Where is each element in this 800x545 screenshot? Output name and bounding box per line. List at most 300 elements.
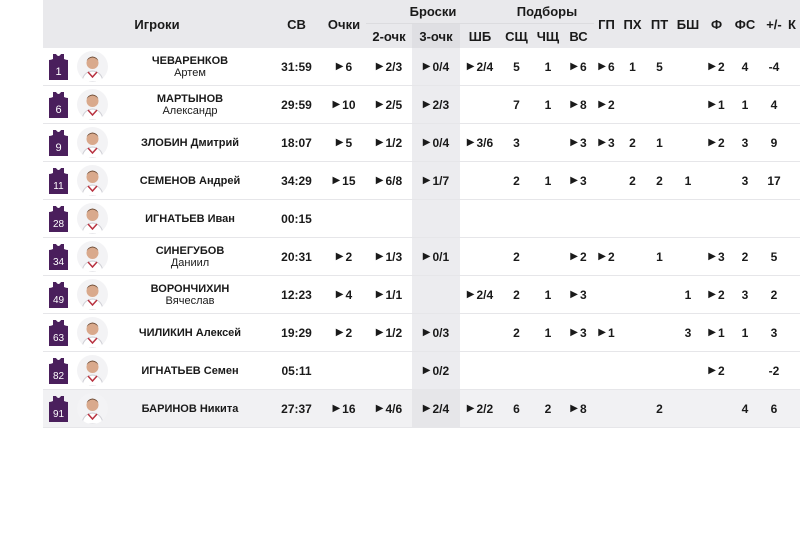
player-avatar[interactable] [77, 89, 108, 120]
tot-reb-cell [563, 200, 594, 237]
play-icon[interactable]: ▶ [422, 99, 431, 110]
two-pt-cell[interactable] [366, 276, 412, 313]
fouls-cell [703, 200, 730, 237]
blocks-cell [673, 162, 703, 199]
assists-cell [594, 162, 619, 199]
play-icon[interactable]: ▶ [375, 289, 384, 300]
stat-value: 2 [718, 363, 725, 378]
stat-value: 2 [629, 173, 636, 188]
steals-cell [646, 314, 673, 351]
player-avatar[interactable] [77, 393, 108, 424]
def-reb-cell [500, 314, 533, 351]
plus-minus-cell [760, 238, 788, 275]
play-icon[interactable]: ▶ [708, 137, 716, 148]
stat-value: 2/4 [476, 59, 494, 74]
off-reb-cell [533, 86, 563, 123]
ft-cell [460, 314, 500, 351]
stat-value: 18:07 [281, 135, 312, 150]
header-plus-minus[interactable]: +/- [760, 0, 788, 48]
fouls-cell[interactable] [703, 238, 730, 275]
jersey-icon [49, 130, 68, 156]
player-name[interactable] [111, 352, 269, 389]
plus-minus-cell [760, 314, 788, 351]
turnovers-cell [619, 48, 646, 85]
three-pt-cell [412, 200, 460, 237]
table-row[interactable] [43, 48, 800, 86]
time-cell [271, 200, 322, 237]
player-name[interactable] [111, 124, 269, 161]
player-first-name: Вячеслав [165, 294, 215, 307]
ft-cell[interactable] [460, 390, 500, 427]
def-reb-cell [500, 276, 533, 313]
two-pt-cell[interactable] [366, 238, 412, 275]
header-fouls-drawn[interactable]: ФС [730, 0, 760, 48]
stat-value: 0/3 [432, 325, 450, 340]
jersey-icon [49, 206, 68, 232]
stat-value: 1 [656, 135, 663, 150]
fouls-cell[interactable] [703, 86, 730, 123]
points-cell [322, 352, 366, 389]
stat-value: 2 [608, 97, 615, 112]
stat-value: 19:29 [281, 325, 312, 340]
assists-cell [594, 200, 619, 237]
assists-cell[interactable] [594, 48, 619, 85]
header-ft[interactable]: ШБ [460, 24, 500, 48]
jersey-icon [49, 244, 68, 270]
stat-value: 3 [580, 325, 587, 340]
play-icon[interactable]: ▶ [422, 365, 431, 376]
player-last-name: ИГНАТЬЕВ Иван [145, 212, 235, 225]
two-pt-cell[interactable] [366, 314, 412, 351]
stat-value: 4 [741, 401, 749, 416]
jersey-number: 9 [55, 142, 62, 154]
three-pt-cell[interactable] [412, 314, 460, 351]
stat-value: 1/2 [385, 325, 403, 340]
stat-value: 5 [513, 59, 520, 74]
play-icon[interactable]: ▶ [598, 327, 606, 338]
header-time[interactable]: СВ [271, 0, 322, 48]
blocks-cell [673, 48, 703, 85]
header-off-reb[interactable]: ЧЩ [533, 24, 563, 48]
def-reb-cell [500, 238, 533, 275]
header-rebounds-group: Подборы [500, 0, 594, 24]
stat-value: 6/8 [385, 173, 403, 188]
jersey-number: 49 [52, 295, 65, 306]
stat-value: 1/7 [432, 173, 450, 188]
play-icon[interactable]: ▶ [570, 137, 578, 148]
turnovers-cell [619, 276, 646, 313]
points-cell [322, 200, 366, 237]
stat-value: 7 [513, 97, 520, 112]
play-icon[interactable]: ▶ [570, 289, 578, 300]
play-icon[interactable]: ▶ [598, 99, 606, 110]
stat-value: 1 [544, 97, 552, 112]
play-icon[interactable]: ▶ [335, 327, 344, 338]
header-steals[interactable]: ПТ [646, 0, 673, 48]
stat-value: 0/2 [432, 363, 450, 378]
stat-value: 2 [770, 287, 778, 302]
tot-reb-cell[interactable] [563, 276, 594, 313]
stat-value: 31:59 [281, 59, 312, 74]
play-icon[interactable]: ▶ [598, 137, 606, 148]
player-avatar[interactable] [77, 317, 108, 348]
def-reb-cell [500, 124, 533, 161]
jersey-icon [49, 396, 68, 422]
stat-value: 1 [544, 287, 552, 302]
player-first-name: Даниил [170, 256, 210, 269]
def-reb-cell [500, 200, 533, 237]
two-pt-cell[interactable] [366, 162, 412, 199]
stat-value: -2 [768, 363, 780, 378]
stat-value: 27:37 [281, 401, 312, 416]
fouls-cell[interactable] [703, 276, 730, 313]
stat-value: 4/6 [385, 401, 403, 416]
ft-cell[interactable] [460, 124, 500, 161]
play-icon[interactable]: ▶ [466, 289, 475, 300]
stat-value: 2 [513, 325, 520, 340]
plus-minus-cell [760, 48, 788, 85]
ft-cell[interactable] [460, 276, 500, 313]
turnovers-cell [619, 200, 646, 237]
header-def-reb[interactable]: СЩ [500, 24, 533, 48]
jersey-number: 34 [52, 257, 65, 268]
tot-reb-cell [563, 352, 594, 389]
stat-value: 2 [513, 173, 520, 188]
header-blocks[interactable]: БШ [673, 0, 703, 48]
player-name[interactable] [111, 314, 269, 351]
stat-value: 0/1 [432, 249, 450, 264]
player-avatar[interactable] [77, 165, 108, 196]
stat-value: 1 [544, 173, 552, 188]
points-cell[interactable] [322, 162, 366, 199]
stat-value: 1/1 [385, 287, 403, 302]
fouls-cell[interactable] [703, 352, 730, 389]
play-icon[interactable]: ▶ [422, 137, 431, 148]
plus-minus-cell [760, 124, 788, 161]
fouls-drawn-cell [730, 48, 760, 85]
stat-value: 3 [580, 135, 587, 150]
fouls-cell [703, 162, 730, 199]
play-icon[interactable]: ▶ [375, 251, 384, 262]
off-reb-cell [533, 352, 563, 389]
jersey-icon [49, 92, 68, 118]
def-reb-cell [500, 352, 533, 389]
play-icon[interactable]: ▶ [422, 175, 431, 186]
stat-value: 3 [718, 249, 725, 264]
stat-value: 1 [608, 325, 615, 340]
player-name[interactable] [111, 162, 269, 199]
points-cell[interactable] [322, 390, 366, 427]
table-row[interactable] [43, 200, 800, 238]
fouls-cell [703, 390, 730, 427]
two-pt-cell[interactable] [366, 124, 412, 161]
def-reb-cell [500, 86, 533, 123]
stat-value: 2 [345, 249, 353, 264]
play-icon[interactable]: ▶ [332, 99, 341, 110]
assists-cell[interactable] [594, 124, 619, 161]
play-icon[interactable]: ▶ [422, 403, 431, 414]
stat-value: 6 [580, 59, 587, 74]
stat-value: 2/4 [432, 401, 450, 416]
tot-reb-cell[interactable] [563, 390, 594, 427]
off-reb-cell [533, 390, 563, 427]
turnovers-cell [619, 314, 646, 351]
player-name[interactable] [111, 390, 269, 427]
def-reb-cell [500, 162, 533, 199]
jersey-number: 1 [55, 66, 62, 78]
player-avatar[interactable] [77, 355, 108, 386]
blocks-cell [673, 200, 703, 237]
stat-value: 1/3 [385, 249, 403, 264]
two-pt-cell[interactable] [366, 390, 412, 427]
three-pt-cell[interactable] [412, 390, 460, 427]
play-icon[interactable]: ▶ [335, 61, 344, 72]
points-cell[interactable] [322, 276, 366, 313]
off-reb-cell [533, 162, 563, 199]
stat-value: 2 [629, 135, 636, 150]
player-name[interactable] [111, 276, 269, 313]
player-avatar[interactable] [77, 127, 108, 158]
assists-cell[interactable] [594, 314, 619, 351]
table-row[interactable] [43, 352, 800, 390]
points-cell[interactable] [322, 86, 366, 123]
player-avatar[interactable] [77, 203, 108, 234]
play-icon[interactable]: ▶ [708, 289, 716, 300]
play-icon[interactable]: ▶ [422, 251, 431, 262]
play-icon[interactable]: ▶ [466, 403, 475, 414]
stat-value: 2 [718, 135, 725, 150]
play-icon[interactable]: ▶ [570, 251, 578, 262]
tot-reb-cell[interactable] [563, 86, 594, 123]
blocks-cell [673, 352, 703, 389]
play-icon[interactable]: ▶ [332, 403, 341, 414]
stat-value: 0/4 [432, 135, 450, 150]
table-row[interactable] [43, 162, 800, 200]
plus-minus-cell [760, 86, 788, 123]
play-icon[interactable]: ▶ [375, 327, 384, 338]
off-reb-cell [533, 314, 563, 351]
points-cell[interactable] [322, 124, 366, 161]
three-pt-cell[interactable] [412, 48, 460, 85]
play-icon[interactable]: ▶ [570, 175, 578, 186]
stat-value: 0/4 [432, 59, 450, 74]
tot-reb-cell[interactable] [563, 124, 594, 161]
fouls-drawn-cell [730, 86, 760, 123]
header-three-pt[interactable]: 3-очк [412, 24, 460, 48]
stat-value: 2 [741, 249, 749, 264]
header-players[interactable]: Игроки [43, 0, 271, 48]
tot-reb-cell[interactable] [563, 238, 594, 275]
table-row[interactable] [43, 390, 800, 428]
blocks-cell [673, 238, 703, 275]
blocks-cell [673, 390, 703, 427]
play-icon[interactable]: ▶ [375, 175, 384, 186]
player-avatar[interactable] [77, 241, 108, 272]
fouls-drawn-cell [730, 276, 760, 313]
plus-minus-cell [760, 390, 788, 427]
header-tot-reb[interactable]: ВС [563, 24, 594, 48]
time-cell [271, 352, 322, 389]
play-icon[interactable]: ▶ [570, 327, 578, 338]
stat-value: 6 [345, 59, 353, 74]
play-icon[interactable]: ▶ [598, 61, 606, 72]
stat-value: 3 [684, 325, 692, 340]
fouls-cell[interactable] [703, 124, 730, 161]
stat-value: 34:29 [281, 173, 312, 188]
play-icon[interactable]: ▶ [375, 99, 384, 110]
turnovers-cell [619, 162, 646, 199]
jersey-number: 11 [53, 181, 64, 192]
play-icon[interactable]: ▶ [375, 403, 384, 414]
assists-cell[interactable] [594, 86, 619, 123]
stat-value: 5 [345, 135, 353, 150]
play-icon[interactable]: ▶ [570, 99, 578, 110]
fouls-cell[interactable] [703, 48, 730, 85]
plus-minus-cell [760, 162, 788, 199]
stat-value: 5 [770, 249, 778, 264]
ft-cell [460, 162, 500, 199]
two-pt-cell [366, 200, 412, 237]
player-avatar[interactable] [77, 279, 108, 310]
plus-minus-cell [760, 352, 788, 389]
player-name[interactable] [111, 238, 269, 275]
stat-value: 3 [741, 173, 749, 188]
stat-value: 2/3 [385, 59, 403, 74]
tot-reb-cell[interactable] [563, 314, 594, 351]
table-row[interactable] [43, 314, 800, 352]
jersey-icon [49, 282, 68, 308]
player-name[interactable] [111, 200, 269, 237]
assists-cell [594, 276, 619, 313]
stat-value: 1 [718, 325, 725, 340]
turnovers-cell [619, 390, 646, 427]
off-reb-cell [533, 124, 563, 161]
play-icon[interactable]: ▶ [708, 61, 716, 72]
three-pt-cell[interactable] [412, 86, 460, 123]
stat-value: 3 [741, 135, 749, 150]
time-cell [271, 238, 322, 275]
table-row[interactable] [43, 86, 800, 124]
stat-value: 12:23 [281, 287, 312, 302]
def-reb-cell [500, 390, 533, 427]
stat-value: 1 [741, 325, 749, 340]
player-last-name: ЗЛОБИН Дмитрий [140, 136, 240, 149]
play-icon[interactable]: ▶ [335, 251, 344, 262]
three-pt-cell [412, 276, 460, 313]
fouls-drawn-cell [730, 238, 760, 275]
player-avatar[interactable] [77, 51, 108, 82]
off-reb-cell [533, 200, 563, 237]
play-icon[interactable]: ▶ [466, 61, 475, 72]
player-last-name: СЕМЕНОВ Андрей [139, 174, 241, 187]
time-cell [271, 162, 322, 199]
jersey-number: 63 [52, 333, 65, 344]
time-cell [271, 276, 322, 313]
tot-reb-cell[interactable] [563, 162, 594, 199]
stat-value: 1 [544, 59, 552, 74]
two-pt-cell[interactable] [366, 48, 412, 85]
jersey-number: 28 [52, 219, 65, 230]
play-icon[interactable]: ▶ [375, 137, 384, 148]
ft-cell[interactable] [460, 48, 500, 85]
blocks-cell [673, 124, 703, 161]
three-pt-cell[interactable] [412, 352, 460, 389]
play-icon[interactable]: ▶ [598, 251, 606, 262]
turnovers-cell [619, 124, 646, 161]
play-icon[interactable]: ▶ [708, 327, 716, 338]
points-cell[interactable] [322, 238, 366, 275]
stat-value: 1 [629, 59, 636, 74]
stat-value: 1 [741, 97, 749, 112]
steals-cell [646, 162, 673, 199]
play-icon[interactable]: ▶ [335, 289, 344, 300]
three-pt-cell[interactable] [412, 238, 460, 275]
play-icon[interactable]: ▶ [422, 327, 431, 338]
stat-value: 2 [718, 287, 725, 302]
two-pt-cell[interactable] [366, 86, 412, 123]
blocks-cell [673, 86, 703, 123]
points-cell[interactable] [322, 314, 366, 351]
three-pt-cell[interactable] [412, 162, 460, 199]
play-icon[interactable]: ▶ [422, 61, 431, 72]
header-shots-group: Броски [366, 0, 500, 24]
stat-value: 1 [718, 97, 725, 112]
play-icon[interactable]: ▶ [332, 175, 341, 186]
header-points[interactable]: Очки [322, 0, 366, 48]
play-icon[interactable]: ▶ [570, 403, 578, 414]
header-assists[interactable]: ГП [594, 0, 619, 48]
assists-cell[interactable] [594, 238, 619, 275]
header-turnovers[interactable]: ПХ [619, 0, 646, 48]
table-row[interactable] [43, 276, 800, 314]
table-row[interactable] [43, 124, 800, 162]
player-name[interactable] [111, 86, 269, 123]
plus-minus-cell [760, 276, 788, 313]
three-pt-cell[interactable] [412, 124, 460, 161]
stat-value: 6 [608, 59, 615, 74]
fouls-drawn-cell [730, 390, 760, 427]
time-cell [271, 124, 322, 161]
table-row[interactable] [43, 238, 800, 276]
play-icon[interactable]: ▶ [570, 61, 578, 72]
stat-value: 3/6 [476, 135, 494, 150]
steals-cell [646, 276, 673, 313]
player-name[interactable] [111, 48, 269, 85]
header-fouls[interactable]: Ф [703, 0, 730, 48]
play-icon[interactable]: ▶ [335, 137, 344, 148]
tot-reb-cell[interactable] [563, 48, 594, 85]
play-icon[interactable]: ▶ [708, 99, 716, 110]
play-icon[interactable]: ▶ [466, 137, 475, 148]
play-icon[interactable]: ▶ [708, 251, 716, 262]
fouls-cell[interactable] [703, 314, 730, 351]
stat-value: 2 [513, 287, 520, 302]
header-efficiency[interactable]: К [788, 0, 800, 48]
play-icon[interactable]: ▶ [375, 61, 384, 72]
points-cell[interactable] [322, 48, 366, 85]
player-last-name: ЧИЛИКИН Алексей [138, 326, 242, 339]
stat-value: 29:59 [281, 97, 312, 112]
play-icon[interactable]: ▶ [708, 365, 716, 376]
stat-value: 9 [770, 135, 778, 150]
steals-cell [646, 390, 673, 427]
stat-value: 05:11 [281, 363, 312, 378]
time-cell [271, 48, 322, 85]
stat-value: 2 [656, 173, 663, 188]
steals-cell [646, 352, 673, 389]
player-last-name: МАРТЫНОВ [156, 92, 224, 105]
header-two-pt[interactable]: 2-очк [366, 24, 412, 48]
